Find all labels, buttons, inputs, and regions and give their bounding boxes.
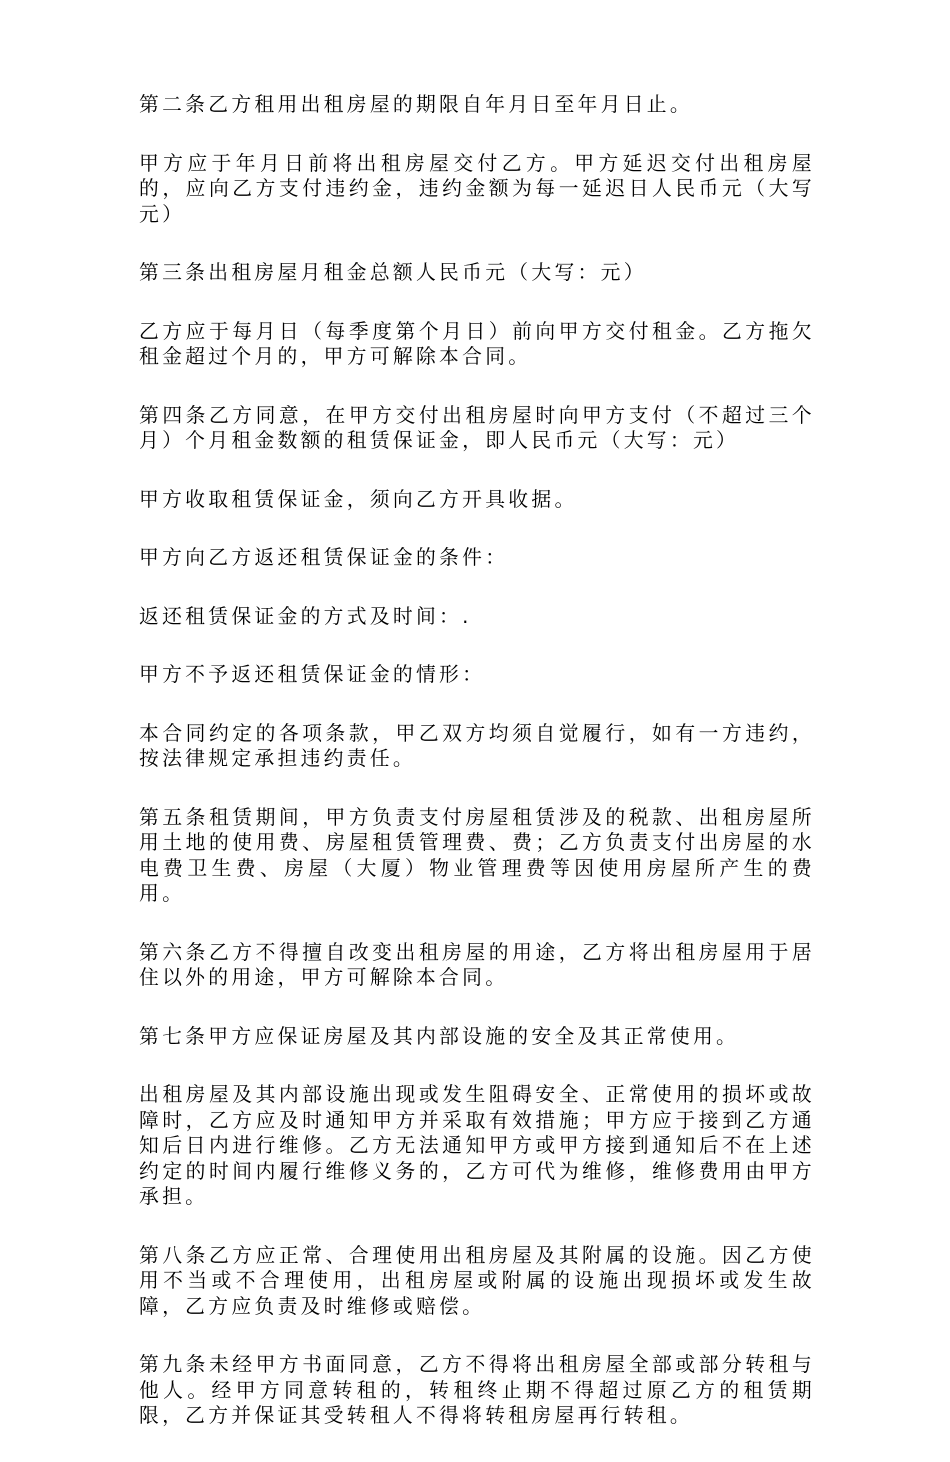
paragraph-breach-liability: 本合同约定的各项条款，甲乙双方均须自觉履行，如有一方违约，按法律规定承担违约责任。: [139, 721, 815, 770]
clause-7-safety: 第七条甲方应保证房屋及其内部设施的安全及其正常使用。: [139, 1024, 740, 1048]
clause-6-usage: 第六条乙方不得擅自改变出租房屋的用途，乙方将出租房屋用于居住以外的用途，甲方可解除本合同。: [139, 940, 815, 989]
paragraph-deposit-receipt: 甲方收取租赁保证金，须向乙方开具收据。: [139, 487, 578, 511]
clause-4-deposit: 第四条乙方同意，在甲方交付出租房屋时向甲方支付（不超过三个月）个月租金数额的租赁保证金，即人民币元（大写：元）: [139, 403, 815, 452]
clause-8-proper-use: 第八条乙方应正常、合理使用出租房屋及其附属的设施。因乙方使用不当或不合理使用，出租房屋或附属的设施出现损坏或发生故障，乙方应负责及时维修或赔偿。: [139, 1243, 815, 1318]
paragraph-deposit-return-conditions: 甲方向乙方返还租赁保证金的条件：: [139, 546, 509, 569]
paragraph-deposit-no-return: 甲方不予返还租赁保证金的情形：: [139, 663, 486, 686]
paragraph-delivery-delay: 甲方应于年月日前将出租房屋交付乙方。甲方延迟交付出租房屋的，应向乙方支付违约金，违约金额为每一延迟日人民币元（大写元）: [139, 151, 815, 226]
clause-9-sublease: 第九条未经甲方书面同意，乙方不得将出租房屋全部或部分转租与他人。经甲方同意转租的，转租终止期不得超过原乙方的租赁期限，乙方并保证其受转租人不得将转租房屋再行转租。: [139, 1353, 815, 1427]
paragraph-repairs: 出租房屋及其内部设施出现或发生阻碍安全、正常使用的损坏或故障时，乙方应及时通知甲方并采取有效措施；甲方应于接到乙方通知后日内进行维修。乙方无法通知甲方或甲方接到通知后不在上述约定的时间内履行维修义务的，乙方可代为维修，维修费用由甲方承担。: [139, 1083, 815, 1208]
clause-3-monthly-rent: 第三条出租房屋月租金总额人民币元（大写：元）: [139, 261, 647, 284]
paragraph-rent-payment: 乙方应于每月日（每季度第个月日）前向甲方交付租金。乙方拖欠租金超过个月的，甲方可解除本合同。: [139, 319, 815, 368]
clause-5-fees: 第五条租赁期间，甲方负责支付房屋租赁涉及的税款、出租房屋所用土地的使用费、房屋租赁管理费、费；乙方负责支付出房屋的水电费卫生费、房屋（大厦）物业管理费等因使用房屋所产生的费用。: [139, 805, 815, 905]
paragraph-deposit-return-method: 返还租赁保证金的方式及时间：.: [139, 604, 472, 628]
contract-body: [139, 92, 815, 1462]
clause-2-lease-term: 第二条乙方租用出租房屋的期限自年月日至年月日止。: [139, 93, 693, 116]
